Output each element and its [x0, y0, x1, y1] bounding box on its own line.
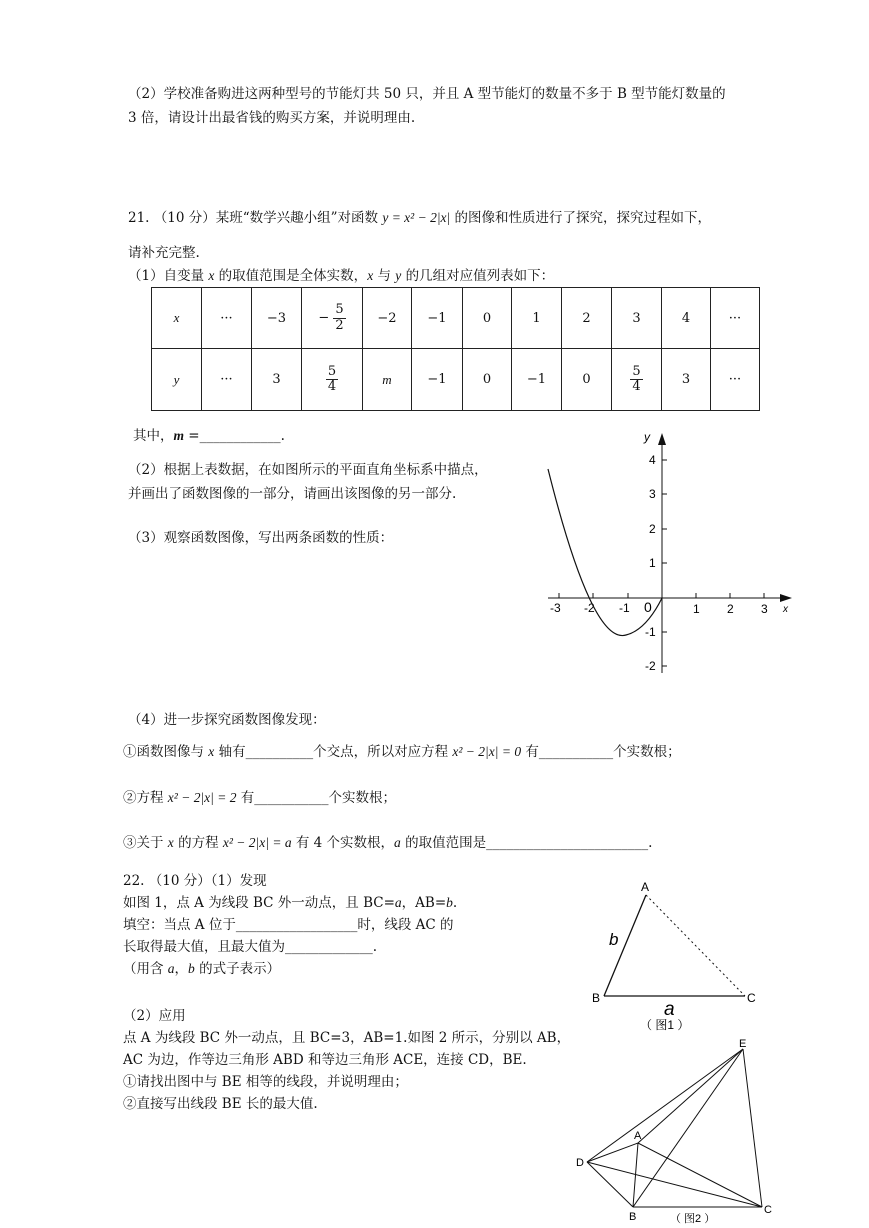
item1-post: 有___________个实数根；	[521, 744, 681, 760]
frac-num: 5	[335, 302, 344, 318]
table-cell: 0	[463, 288, 512, 349]
q22-line4-a: a	[167, 961, 175, 976]
frac-num: 5	[327, 363, 337, 379]
table-cell: 0	[562, 349, 612, 411]
table-cell: 3	[612, 288, 662, 349]
table-row-x	[152, 288, 760, 349]
table-cell: 1	[512, 288, 562, 349]
segment-ce	[743, 1049, 762, 1207]
segment-cd	[587, 1162, 762, 1207]
q21-item3	[123, 835, 652, 851]
item1-mid: 轴有__________个交点，所以对应方程	[214, 744, 453, 760]
point-a-label: A	[641, 880, 650, 894]
q21-m-line	[133, 428, 285, 444]
table-cell-m: m	[363, 349, 412, 411]
figure-1	[585, 875, 770, 1035]
q21-part1-y: y	[395, 268, 402, 283]
q22-line3: 长取得最大值，且最大值为_____________.	[123, 939, 378, 955]
item3-mid: 的方程	[173, 835, 223, 851]
q21-item2	[123, 790, 396, 806]
table-cell: −3	[252, 288, 302, 349]
point-b-label: B	[629, 1211, 637, 1223]
x-tick-label: -1	[619, 601, 630, 615]
segment-ae	[638, 1049, 743, 1143]
table-cell: 3	[252, 349, 302, 411]
item3-post: 的取值范围是________________________.	[400, 835, 653, 851]
q22-line1-mid: ，AB=	[401, 895, 447, 911]
x-tick-label: -3	[550, 601, 561, 615]
frac-den: 4	[327, 379, 337, 394]
q21-header-line2: 请补充完整.	[128, 245, 200, 261]
item3-a: a	[394, 835, 401, 850]
side-b-label: b	[609, 930, 619, 949]
q22-line2: 填空：当点 A 位于__________________时，线段 AC 的	[123, 917, 454, 933]
point-d-label: D	[576, 1157, 584, 1169]
table-cell: −1	[412, 288, 463, 349]
item2-pre: ②方程	[123, 790, 168, 806]
q21-part1-x2: x	[367, 268, 374, 283]
table-cell: −1	[512, 349, 562, 411]
q22-line1	[123, 895, 457, 911]
table-cell: ···	[202, 288, 252, 349]
q21-part2-line2: 并画出了函数图像的一部分，请画出该图像的另一部分.	[128, 486, 457, 502]
table-cell-frac	[302, 349, 363, 411]
frac-sign: −	[318, 310, 330, 326]
q22-line4-b: b	[188, 961, 195, 976]
q22-line1-pre: 如图 1，点 A 为线段 BC 外一动点，且 BC=	[123, 895, 395, 911]
q22-line1-b: b	[446, 895, 453, 910]
side-a-label: a	[664, 999, 675, 1020]
y-axis-label: y	[644, 430, 650, 444]
q21-header-pre: 21. （10 分）某班“数学兴趣小组”对函数	[128, 210, 383, 226]
table-cell: ···	[202, 349, 252, 411]
segment-de	[587, 1049, 743, 1162]
q21-part4: （4）进一步探究函数图像发现：	[128, 712, 326, 728]
y-axis-arrow	[658, 433, 666, 445]
segment-ac	[638, 1143, 762, 1207]
q22-part2-item1: ①请找出图中与 BE 相等的线段，并说明理由；	[123, 1074, 408, 1090]
fraction	[326, 365, 338, 395]
q21-header	[128, 210, 711, 226]
q22-line4-pre: （用含	[123, 961, 168, 977]
x-tick-label: -2	[584, 601, 595, 615]
q22-line4-mid: ，	[174, 961, 189, 977]
item3-x: x	[167, 835, 174, 850]
item3-mid2: 有 4 个实数根，	[291, 835, 395, 851]
x-tick-label: 2	[727, 602, 734, 616]
table-cell: 4	[662, 288, 711, 349]
segment-bd	[587, 1162, 633, 1207]
figure-2-caption: （ 图2 ）	[670, 1213, 716, 1225]
table-cell: 3	[662, 349, 711, 411]
q21-header-post: 的图像和性质进行了探究，探究过程如下，	[450, 210, 712, 226]
value-table	[151, 287, 760, 411]
q21-part1-post: 的几组对应值列表如下：	[401, 268, 555, 284]
y-tick-label: 3	[649, 487, 656, 501]
m-line-pre: 其中，	[133, 428, 174, 444]
q22-line1-a: a	[394, 895, 402, 910]
y-tick-label: -2	[645, 659, 656, 673]
point-b-label: B	[592, 991, 601, 1005]
q22-line4-post: 的式子表示）	[194, 961, 281, 977]
table-cell: ···	[711, 288, 760, 349]
item1-x: x	[208, 744, 215, 759]
item3-eq: x² − 2|x| = a	[222, 835, 292, 850]
q22-part2-line1: 点 A 为线段 BC 外一动点，且 BC=3，AB=1.如图 2 所示，分别以 AB，	[123, 1030, 571, 1046]
q21-part1-x: x	[208, 268, 215, 283]
figure-1-caption: （ 图1 ）	[640, 1018, 690, 1032]
frac-num: 5	[632, 363, 641, 379]
x-tick-label: 3	[761, 602, 768, 616]
q21-function-expr: y = x² − 2|x|	[382, 210, 451, 225]
q22-line4	[123, 961, 280, 977]
m-var: m	[173, 428, 185, 443]
q21-part1-pre: （1）自变量	[128, 268, 209, 284]
item2-post: 有___________个实数根；	[236, 790, 397, 806]
function-graph	[540, 425, 800, 680]
item2-eq: x² − 2|x| = 2	[167, 790, 237, 805]
table-row-x-label: x	[152, 288, 202, 349]
x-tick-label: 1	[693, 602, 700, 616]
table-cell: 2	[562, 288, 612, 349]
figure-2	[570, 1035, 785, 1225]
frac-den: 4	[632, 379, 641, 394]
point-a-label: A	[634, 1130, 642, 1142]
q21-part1-mid: 的取值范围是全体实数，	[214, 268, 368, 284]
fraction	[630, 365, 642, 395]
table-cell: −1	[412, 349, 463, 411]
fraction	[333, 303, 345, 333]
segment-ac-dotted	[646, 895, 745, 996]
point-c-label: C	[764, 1204, 772, 1216]
y-tick-label: 4	[649, 453, 656, 467]
q22-part2-line2: AC 为边，作等边三角形 ABD 和等边三角形 ACE，连接 CD，BE.	[123, 1052, 527, 1068]
q22-line1-post: .	[452, 895, 458, 911]
item1-eq: x² − 2|x| = 0	[452, 744, 522, 759]
q20-part2-line1: （2）学校准备购进这两种型号的节能灯共 50 只，并且 A 型节能灯的数量不多于 B 型节能灯数量的	[128, 86, 726, 102]
table-cell: 0	[463, 349, 512, 411]
table-row-y	[152, 349, 760, 411]
x-axis-label: x	[783, 604, 788, 615]
y-tick-label: -1	[645, 625, 656, 639]
q22-header: 22. （10 分）（1）发现	[123, 873, 267, 889]
segment-ad	[587, 1143, 638, 1162]
q22-part2-title: （2）应用	[123, 1008, 186, 1024]
table-row-y-label: y	[152, 349, 202, 411]
table-cell: ···	[711, 349, 760, 411]
y-tick-label: 1	[649, 556, 656, 570]
item1-pre: ①函数图像与	[123, 744, 209, 760]
table-cell: −2	[363, 288, 412, 349]
q22-part2-item2: ②直接写出线段 BE 长的最大值.	[123, 1096, 318, 1112]
table-cell-frac	[612, 349, 662, 411]
q21-part2-line1: （2）根据上表数据，在如图所示的平面直角坐标系中描点，	[128, 462, 488, 478]
point-e-label: E	[739, 1038, 747, 1050]
point-c-label: C	[747, 991, 756, 1005]
frac-den: 2	[335, 317, 344, 333]
x-axis-arrow	[780, 594, 792, 602]
q20-part2-line2: 3 倍，请设计出最省钱的购买方案，并说明理由.	[128, 110, 416, 126]
item3-pre: ③关于	[123, 835, 168, 851]
origin-label: 0	[644, 599, 652, 615]
q21-item1	[123, 744, 681, 760]
m-line-post: =____________.	[184, 428, 285, 444]
table-cell-frac	[302, 288, 363, 349]
y-tick-label: 2	[649, 522, 656, 536]
q21-part1-mid2: 与	[373, 268, 396, 284]
q21-part3: （3）观察函数图像，写出两条函数的性质：	[128, 530, 394, 546]
q21-part1	[128, 268, 554, 284]
segment-be	[633, 1049, 743, 1207]
